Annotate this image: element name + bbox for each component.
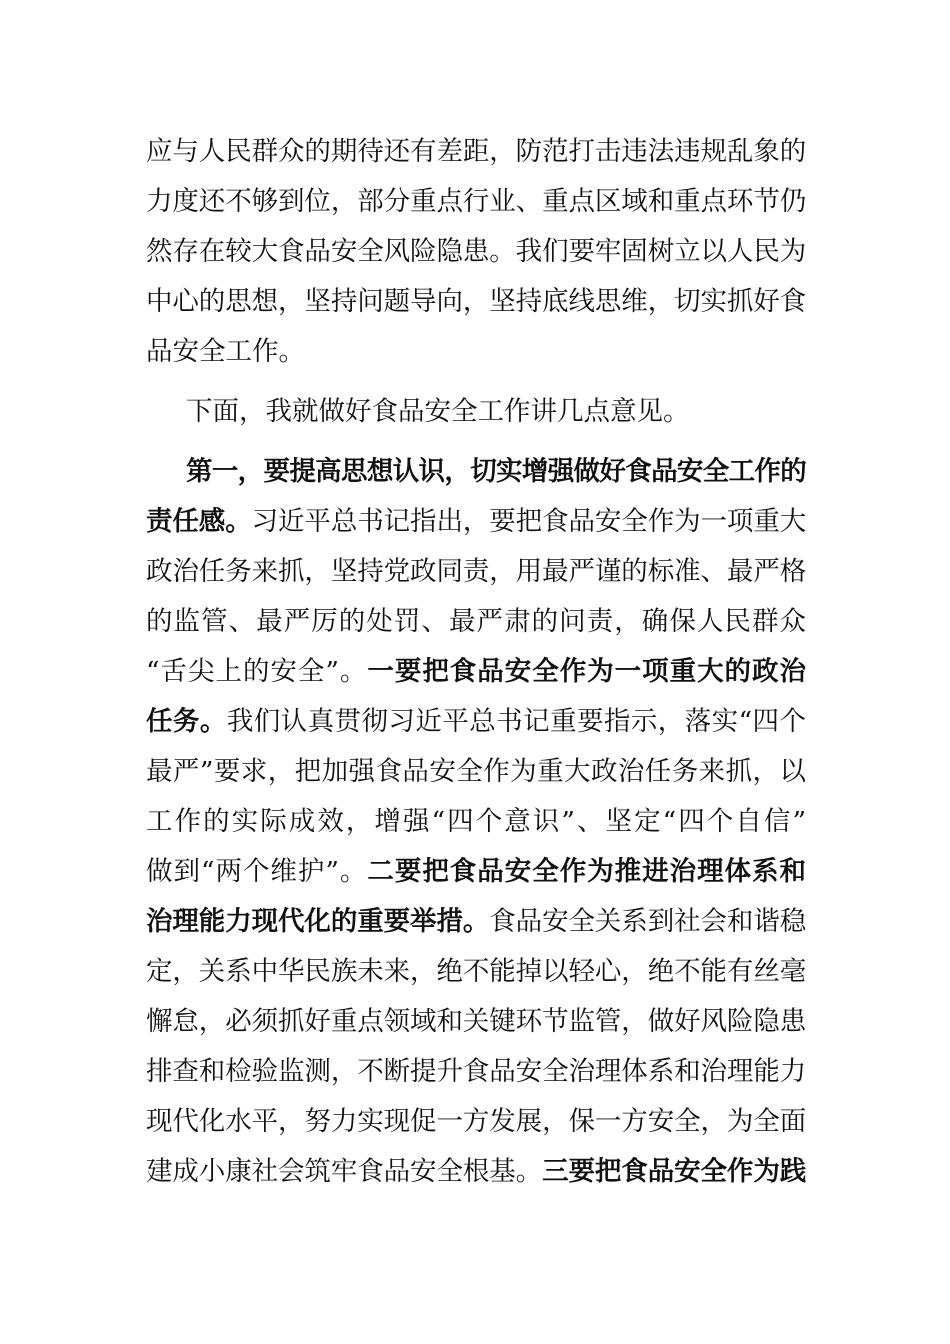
text-line bbox=[146, 1006, 806, 1038]
text-line bbox=[146, 856, 806, 888]
text-segment: 做到“两个维护”。 bbox=[146, 856, 368, 887]
text-segment: 我们认真贯彻习近平总书记重要指示，落实“四个 bbox=[226, 706, 806, 737]
heading-line bbox=[186, 456, 806, 488]
text-segment: 食品安全关系到社会和谐稳 bbox=[489, 906, 806, 937]
text-line bbox=[146, 556, 806, 588]
text-segment: 品安全工作。 bbox=[146, 336, 305, 367]
bold-segment: 责任感。 bbox=[146, 506, 252, 537]
text-line bbox=[186, 396, 806, 428]
text-line bbox=[146, 1156, 806, 1188]
text-line bbox=[146, 1106, 806, 1138]
text-segment: 排查和检验监测，不断提升食品安全治理体系和治理能力 bbox=[146, 1056, 806, 1087]
text-segment: 最严”要求，把加强食品安全作为重大政治任务来抓，以 bbox=[146, 756, 806, 787]
text-line bbox=[146, 956, 806, 988]
bold-segment: 三要把食品安全作为践 bbox=[542, 1156, 806, 1187]
text-segment: 建成小康社会筑牢食品安全根基。 bbox=[146, 1156, 543, 1187]
text-segment: 政治任务来抓，坚持党政同责，用最严谨的标准、最严格 bbox=[146, 556, 806, 587]
text-segment: 然存在较大食品安全风险隐患。我们要牢固树立以人民为 bbox=[146, 236, 806, 267]
bold-segment: 任务。 bbox=[146, 706, 227, 737]
bold-segment: 一要把食品安全作为一项重大的政治 bbox=[367, 656, 806, 687]
text-segment: 习近平总书记指出，要把食品安全作为一项重大 bbox=[251, 506, 806, 537]
text-line bbox=[146, 236, 806, 268]
text-line bbox=[146, 506, 806, 538]
bold-segment: 第一，要提高思想认识，切实增强做好食品安全工作的 bbox=[186, 456, 806, 487]
text-segment: 力度还不够到位，部分重点行业、重点区域和重点环节仍 bbox=[146, 186, 806, 217]
text-line bbox=[146, 906, 806, 938]
text-segment: 懈怠，必须抓好重点领域和关键环节监管，做好风险隐患 bbox=[146, 1006, 806, 1037]
text-segment: 现代化水平，努力实现促一方发展，保一方安全，为全面 bbox=[146, 1106, 806, 1137]
text-segment: 应与人民群众的期待还有差距，防范打击违法违规乱象的 bbox=[146, 136, 806, 167]
text-segment: 下面，我就做好食品安全工作讲几点意见。 bbox=[186, 396, 690, 427]
text-segment: 的监管、最严厉的处罚、最严肃的问责，确保人民群众 bbox=[146, 606, 806, 637]
text-line bbox=[146, 336, 806, 368]
text-segment: 中心的思想，坚持问题导向，坚持底线思维，切实抓好食 bbox=[146, 286, 806, 317]
text-line bbox=[146, 136, 806, 168]
text-line bbox=[146, 756, 806, 788]
text-segment: 定，关系中华民族未来，绝不能掉以轻心，绝不能有丝毫 bbox=[146, 956, 806, 987]
text-line bbox=[146, 706, 806, 738]
bold-segment: 二要把食品安全作为推进治理体系和 bbox=[367, 856, 806, 887]
text-segment: “舌尖上的安全”。 bbox=[146, 656, 368, 687]
text-line bbox=[146, 186, 806, 218]
text-line bbox=[146, 806, 806, 838]
bold-segment: 治理能力现代化的重要举措。 bbox=[146, 906, 490, 937]
text-segment: 工作的实际成效，增强“四个意识”、坚定“四个自信” bbox=[146, 806, 806, 837]
text-line bbox=[146, 1056, 806, 1088]
text-line bbox=[146, 606, 806, 638]
text-line bbox=[146, 656, 806, 688]
text-line bbox=[146, 286, 806, 318]
